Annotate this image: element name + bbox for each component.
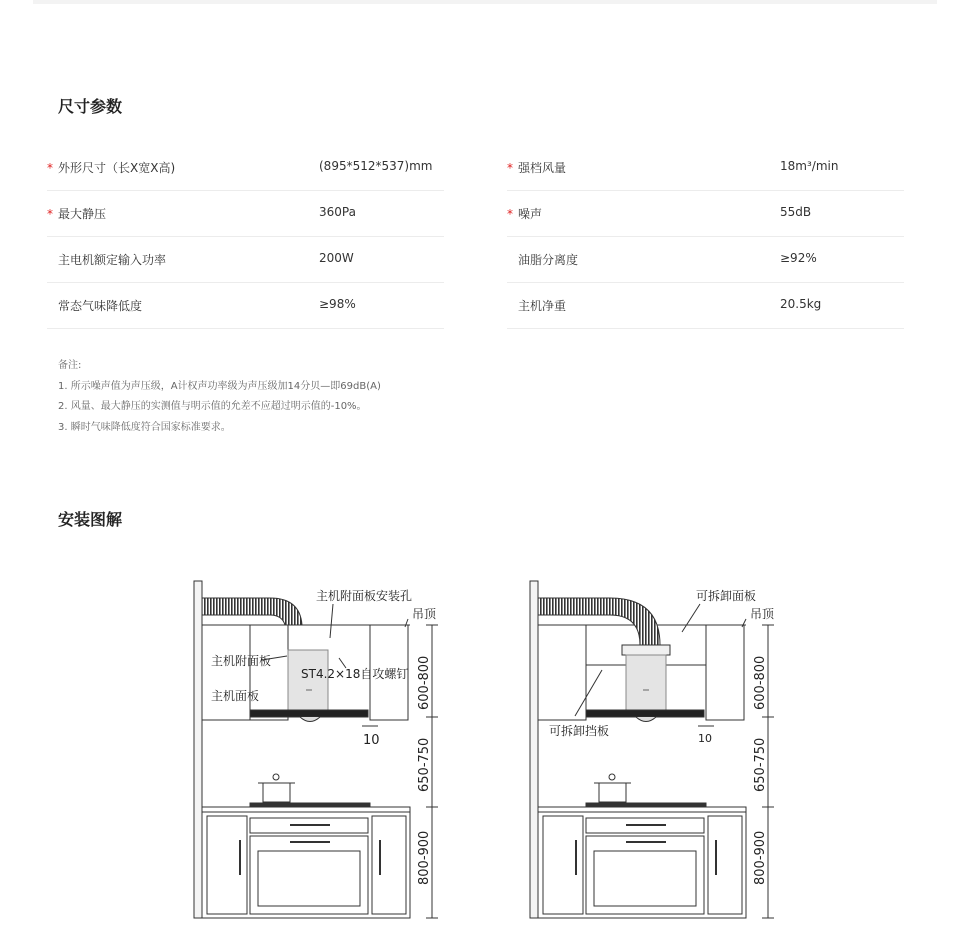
spec-label: 最大静压 [58, 207, 107, 221]
dim-gap: 10 [363, 733, 380, 748]
required-mark: * [47, 161, 53, 175]
spec-value: 55dB [780, 205, 812, 219]
spec-row [507, 237, 904, 283]
oven-window [594, 851, 696, 906]
spec-row [47, 145, 444, 191]
spec-label: 油脂分离度 [518, 253, 579, 267]
cabinet-door-right [708, 816, 742, 914]
install-section-title: 安装图解 [58, 510, 123, 529]
spec-value: ≥98% [319, 297, 356, 311]
cooktop [586, 803, 706, 807]
left-installation-drawing [194, 581, 438, 918]
dim-middle: 650-750 [417, 737, 432, 792]
specs-section-title: 尺寸参数 [58, 97, 123, 116]
label-main-panel: 主机面板 [211, 689, 260, 703]
spec-value: ≥92% [780, 251, 817, 265]
range-hood-body [288, 650, 328, 713]
exhaust-duct [538, 598, 660, 645]
pot-lid-knob [273, 774, 279, 780]
countertop [202, 807, 410, 812]
spec-row [507, 283, 904, 329]
hood-panel [250, 710, 368, 717]
leader-line [682, 604, 700, 632]
label-removable-panel: 可拆卸面板 [696, 589, 757, 603]
pot [263, 783, 290, 802]
countertop [538, 807, 746, 812]
dim-middle: 650-750 [753, 737, 768, 792]
note-item: 2. 风量、最大静压的实测值与明示值的允差不应超过明示值的-10%。 [58, 401, 367, 412]
hood-light [636, 717, 656, 722]
spec-label: 外形尺寸（长X宽X高) [58, 161, 176, 175]
upper-cabinet-right [706, 625, 744, 720]
exhaust-duct [202, 598, 302, 625]
upper-cabinet-left [538, 625, 586, 720]
spec-row [47, 237, 444, 283]
notes-title: 备注: [58, 360, 82, 371]
left-labels [211, 588, 437, 885]
dim-upper: 600-800 [753, 655, 768, 710]
spec-row [47, 283, 444, 329]
notes [58, 356, 381, 438]
label-panel-hole: 主机附面板安装孔 [316, 589, 413, 603]
required-mark: * [507, 207, 513, 221]
spec-row [507, 191, 904, 237]
label-baffle: 可拆卸挡板 [549, 724, 610, 738]
label-screw: ST4.2×18自攻螺钉 [301, 667, 409, 681]
spec-label: 主电机额定输入功率 [58, 253, 167, 267]
spec-value: 18m³/min [780, 159, 839, 173]
note-item: 1. 所示噪声值为声压级，A计权声功率级为声压级加14分贝—即69dB(A) [58, 380, 381, 392]
duct-collar [622, 645, 670, 655]
leader-line [575, 670, 602, 716]
dim-gap: 10 [698, 732, 712, 745]
spec-label: 噪声 [518, 207, 543, 221]
leader-line [330, 604, 333, 638]
required-mark: * [47, 207, 53, 221]
base-cabinet [538, 812, 746, 918]
range-hood-body [626, 655, 666, 713]
upper-cabinet-left [202, 625, 250, 720]
spec-value: 360Pa [319, 205, 356, 219]
installation-diagram [0, 570, 960, 930]
base-cabinet [202, 812, 410, 918]
top-divider [33, 0, 937, 4]
label-ceiling: 吊顶 [412, 607, 437, 621]
spec-value: 20.5kg [780, 297, 822, 311]
spec-value: (895*512*537)mm [319, 159, 433, 173]
cooktop [250, 803, 370, 807]
spec-row [47, 191, 444, 237]
dim-lower: 800-900 [417, 830, 432, 885]
cabinet-door-right [372, 816, 406, 914]
oven [250, 836, 368, 914]
right-installation-drawing [530, 581, 774, 918]
pot [599, 783, 626, 802]
dim-upper: 600-800 [417, 655, 432, 710]
spec-label: 主机净重 [518, 299, 567, 313]
oven [586, 836, 704, 914]
label-ceiling: 吊顶 [750, 607, 775, 621]
wall [530, 581, 538, 918]
hood-panel [586, 710, 704, 717]
oven-window [258, 851, 360, 906]
label-side-panel: 主机附面板 [211, 654, 272, 668]
wall [194, 581, 202, 918]
spec-value: 200W [319, 251, 354, 265]
note-item: 3. 瞬时气味降低度符合国家标准要求。 [58, 421, 231, 433]
dim-lower: 800-900 [753, 830, 768, 885]
spec-label: 常态气味降低度 [58, 299, 143, 313]
required-mark: * [507, 161, 513, 175]
spec-label: 强档风量 [518, 161, 567, 175]
upper-cabinet [250, 625, 288, 720]
spec-row [507, 145, 904, 191]
hood-light [300, 717, 320, 722]
pot-lid-knob [609, 774, 615, 780]
